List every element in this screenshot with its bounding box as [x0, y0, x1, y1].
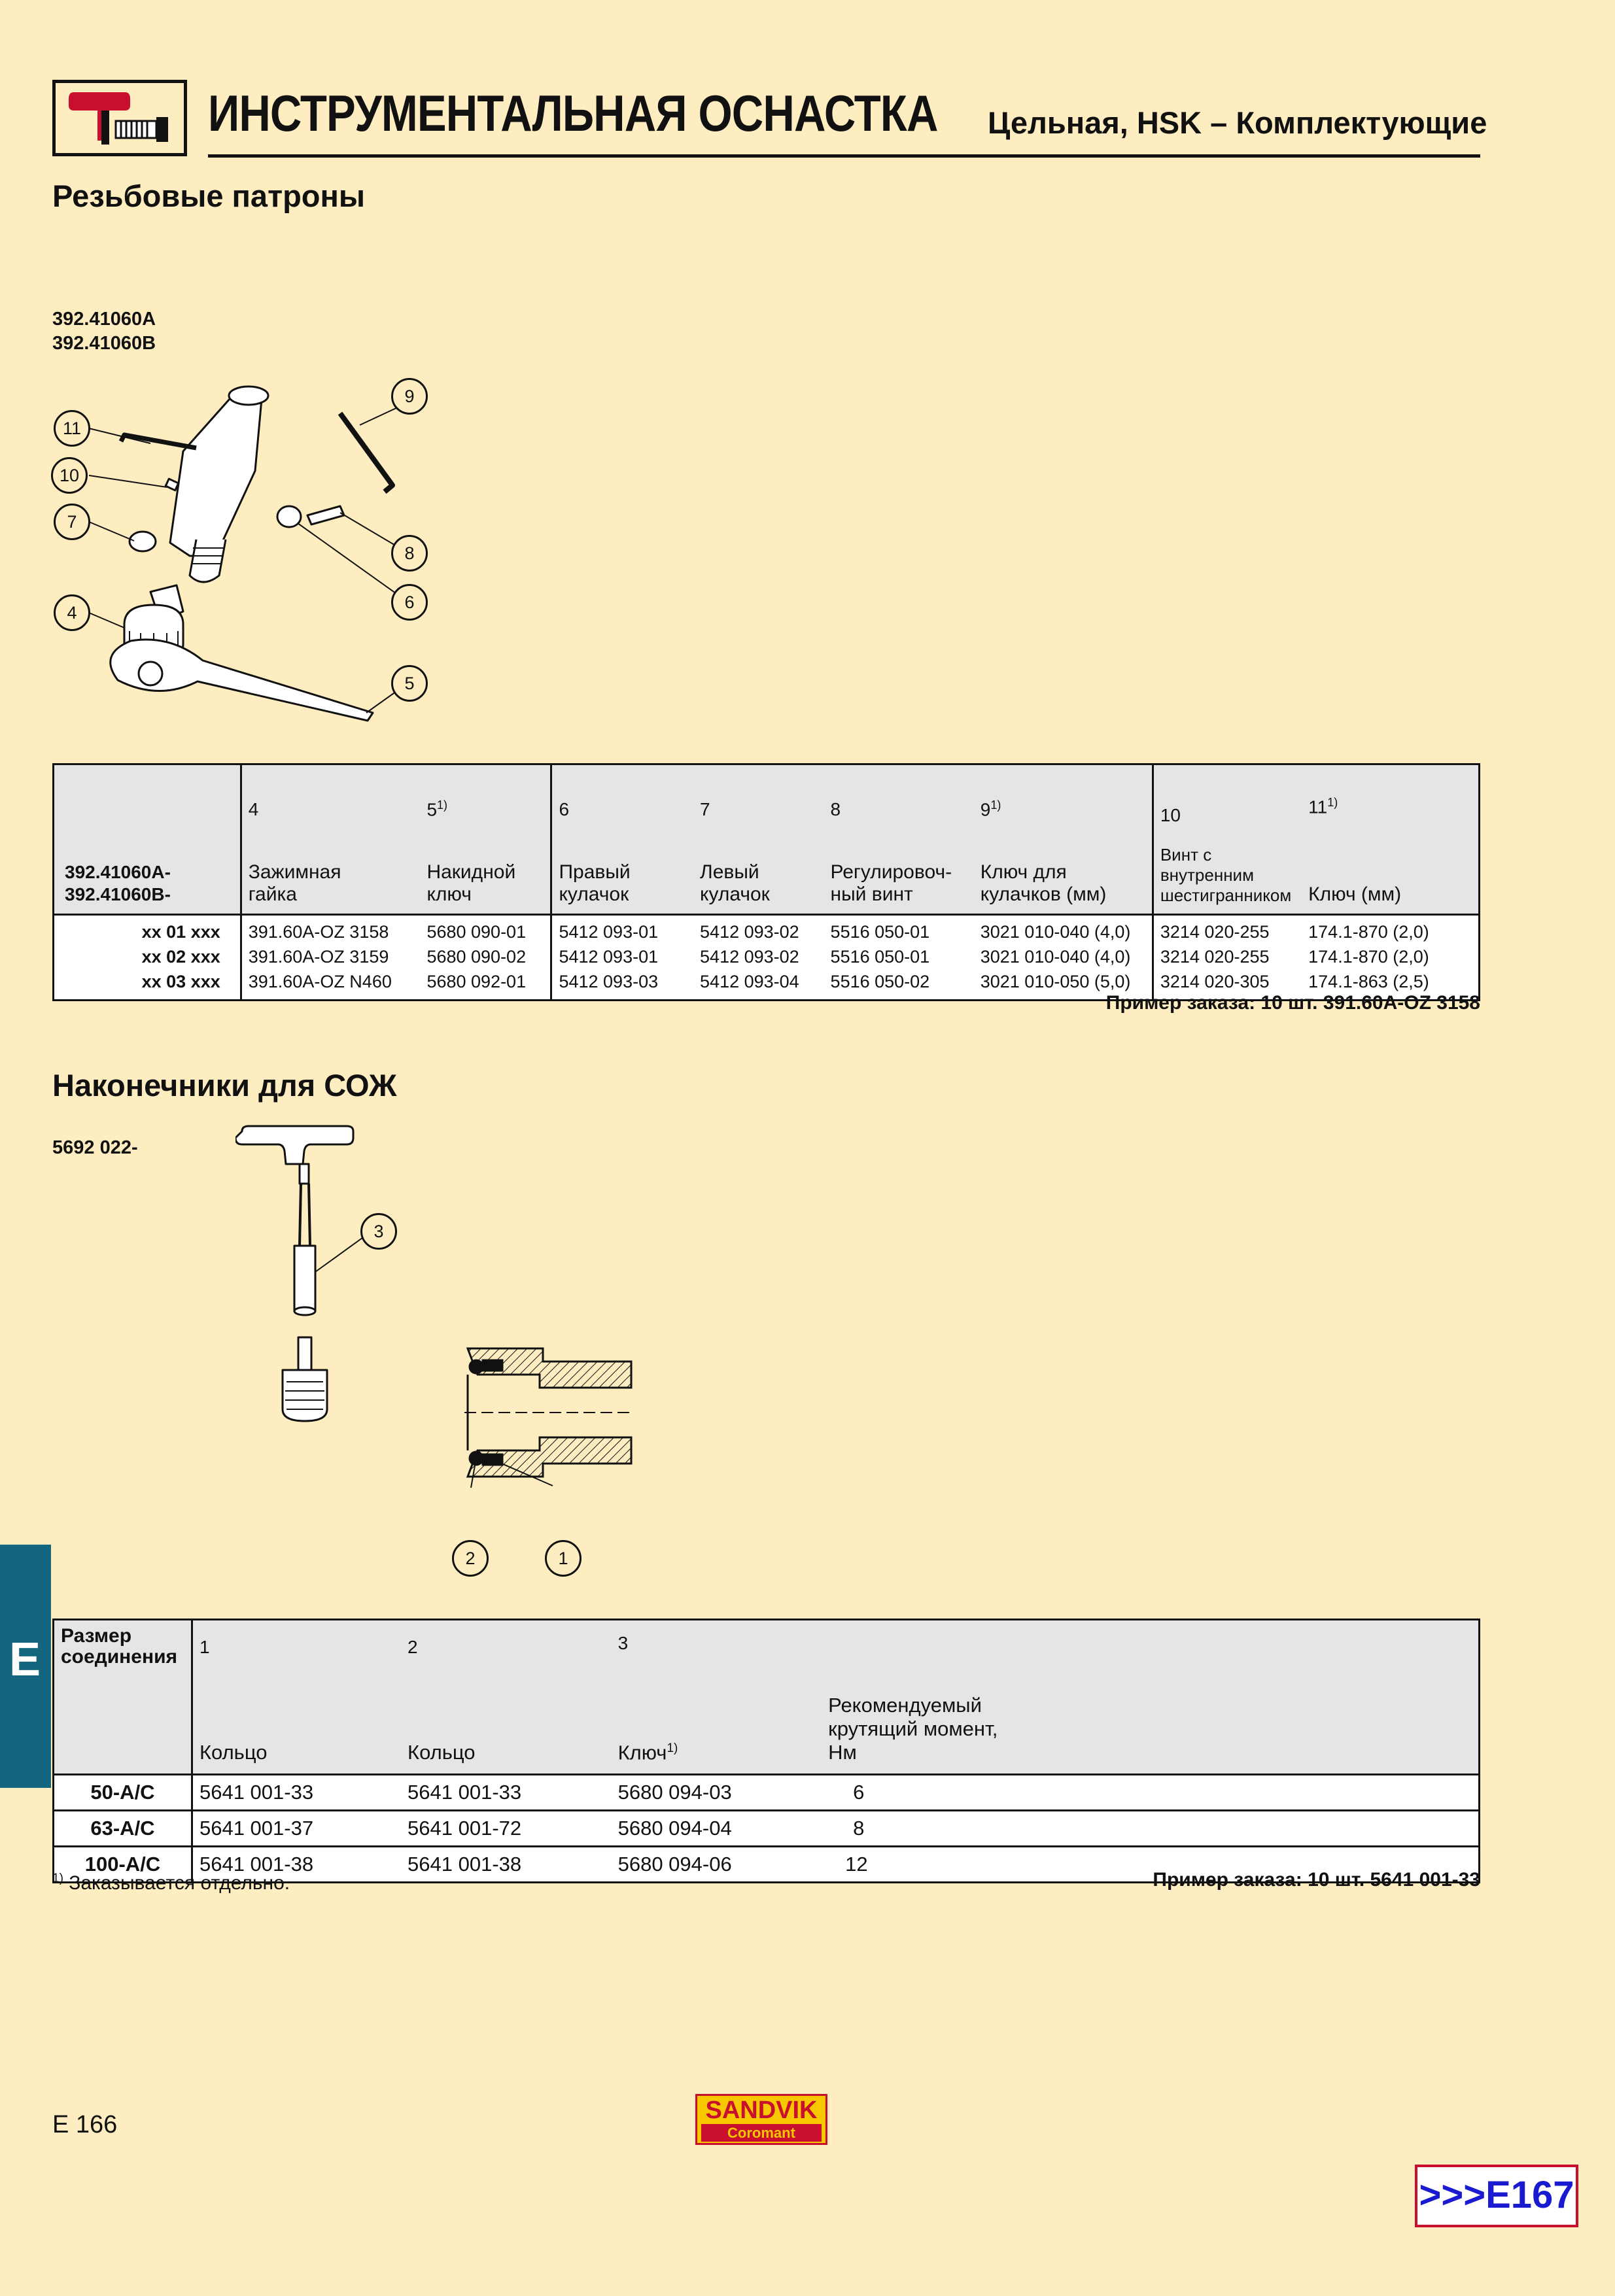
footnote-text: Заказывается отдельно.: [69, 1872, 290, 1894]
col-9-values: [974, 915, 1153, 1001]
torque-cell: 12: [822, 1847, 1479, 1883]
page-subtitle: Цельная, HSK – Комплектующие: [988, 105, 1487, 140]
chuck-parts-table: [52, 763, 1480, 1001]
col-number: 5: [426, 799, 438, 819]
table-row: [54, 1775, 1480, 1811]
table-cell: 391.60A-OZ N460: [248, 972, 392, 991]
col-label: Ключ (мм): [1308, 883, 1402, 905]
col-4-values: [241, 915, 420, 1001]
col-header-11: [1302, 764, 1465, 915]
section-tab[interactable]: [0, 1545, 51, 1788]
col-label: кулачков (мм): [980, 883, 1107, 905]
col-header-7: [693, 764, 824, 915]
table-cell: 391.60A-OZ 3158: [248, 922, 389, 942]
footnote-ref: 1): [1327, 795, 1338, 809]
table-cell: 3021 010-050 (5,0): [980, 972, 1131, 991]
header-divider: [208, 154, 1480, 158]
col-number: 11: [1308, 797, 1328, 817]
col-number: 6: [559, 799, 570, 819]
col-label: Винт с: [1160, 845, 1212, 865]
row-code: xx 03 xxx: [141, 972, 220, 991]
table-header-row: [54, 1620, 1480, 1775]
table-cell: 391.60A-OZ 3159: [248, 947, 389, 967]
table-cell: 5641 001-38: [192, 1847, 401, 1883]
callout-9: 9: [391, 378, 428, 415]
col-label: Накидной: [426, 861, 516, 883]
table-cell: 5641 001-33: [401, 1775, 612, 1811]
col-label: Нм: [828, 1741, 857, 1764]
table-cell: 3021 010-040 (4,0): [980, 947, 1131, 967]
col-label: кулачок: [700, 883, 770, 905]
table-cell: 5680 094-04: [612, 1811, 822, 1847]
col-header-3: [612, 1620, 822, 1775]
callout-10: 10: [51, 457, 88, 494]
col-header-size: Размер соединения: [54, 1620, 192, 1775]
section-logo: [52, 80, 187, 156]
col-label: Рекомендуемый: [828, 1694, 982, 1717]
table-cell: 174.1-863 (2,5): [1308, 972, 1429, 991]
table-cell: 5641 001-33: [192, 1775, 401, 1811]
page-title: ИНСТРУМЕНТАЛЬНАЯ ОСНАСТКА: [208, 84, 938, 142]
brand-subname: Coromant: [701, 2124, 822, 2142]
col-label: Правый: [559, 861, 631, 883]
col-label: Регулировоч-: [830, 861, 952, 883]
table-cell: 5412 093-02: [700, 922, 799, 942]
table-cell: 5412 093-03: [559, 972, 659, 991]
table-cell: 5412 093-01: [559, 922, 659, 942]
col-label: ный винт: [830, 883, 913, 905]
table-cell: 3214 020-305: [1160, 972, 1270, 991]
col-11-values: [1302, 915, 1465, 1001]
callout-11: 11: [54, 410, 90, 447]
col-header-2: [401, 1620, 612, 1775]
callout-7: 7: [54, 504, 90, 540]
coolant-nozzle-table: [52, 1619, 1480, 1883]
col-6-values: [551, 915, 693, 1001]
callout-4: 4: [54, 594, 90, 631]
col-number: 7: [700, 799, 710, 819]
row-code: xx 02 xxx: [141, 947, 220, 967]
col-5-values: [420, 915, 551, 1001]
col-number: 4: [248, 799, 259, 819]
row-header-line: 392.41060B-: [65, 884, 171, 904]
col-number: 3: [617, 1632, 629, 1653]
col-label: внутренним: [1160, 865, 1254, 885]
size-cell: 50-A/C: [54, 1775, 192, 1811]
col-header-torque: [822, 1620, 1479, 1775]
col-label: гайка: [248, 883, 297, 905]
table-body: [54, 915, 1480, 1001]
product-code: 5692 022-: [52, 1137, 138, 1158]
table-row: [54, 1811, 1480, 1847]
nozzle-section-drawing: [445, 1347, 634, 1498]
coolant-key-drawing: [235, 1122, 406, 1435]
col-header-8: [824, 764, 974, 915]
t-handle-screw-icon: [56, 83, 184, 153]
table-cell: 3021 010-040 (4,0): [980, 922, 1131, 942]
col-label: Кольцо: [408, 1741, 476, 1764]
col-header-10: [1153, 764, 1302, 915]
table-cell: 5680 094-03: [612, 1775, 822, 1811]
col-label: крутящий момент,: [828, 1717, 998, 1740]
table-cell: 5516 050-01: [830, 922, 930, 942]
col-header-6: [551, 764, 693, 915]
callout-8: 8: [391, 535, 428, 572]
col-number: 9: [980, 799, 991, 819]
row-header-cell: [54, 764, 241, 915]
col-10-values: [1153, 915, 1302, 1001]
table-cell: 174.1-870 (2,0): [1308, 922, 1429, 942]
table-cell: 5412 093-02: [700, 947, 799, 967]
page-number: E 166: [52, 2111, 118, 2138]
col-number: 1: [199, 1637, 210, 1657]
product-code: 392.41060B: [52, 333, 156, 354]
row-code-cell: [54, 915, 241, 1001]
col-7-values: [693, 915, 824, 1001]
table-cell: 3214 020-255: [1160, 922, 1270, 942]
col-header-4: [241, 764, 420, 915]
col-label: кулачок: [559, 883, 629, 905]
table-cell: 5641 001-37: [192, 1811, 401, 1847]
order-example-2: Пример заказа: 10 шт. 5641 001-33: [1153, 1869, 1480, 1891]
col-label: Ключ: [617, 1741, 667, 1764]
torque-cell: 6: [822, 1775, 1479, 1811]
col-label: Кольцо: [199, 1741, 268, 1764]
torque-cell: 8: [822, 1811, 1479, 1847]
callout-2: 2: [452, 1540, 489, 1577]
col-number: 2: [408, 1637, 418, 1657]
chuck-exploded-drawing: [52, 373, 445, 745]
col-label: ключ: [426, 883, 472, 905]
size-cell: 100-A/C: [54, 1847, 192, 1883]
callout-6: 6: [391, 584, 428, 621]
table-cell: 5641 001-72: [401, 1811, 612, 1847]
table-cell: 5516 050-02: [830, 972, 930, 991]
order-example-1: Пример заказа: 10 шт. 391.60A-OZ 3158: [1105, 992, 1480, 1014]
size-cell: 63-A/C: [54, 1811, 192, 1847]
callout-1: 1: [545, 1540, 582, 1577]
col-header-5: [420, 764, 551, 915]
row-code: xx 01 xxx: [141, 922, 220, 942]
col-header-9: [974, 764, 1153, 915]
table-cell: 3214 020-255: [1160, 947, 1270, 967]
col-header-1: [192, 1620, 401, 1775]
col-label: Левый: [700, 861, 759, 883]
table-header-row: [54, 764, 1480, 915]
footnote: [52, 1872, 290, 1894]
table-cell: 5516 050-01: [830, 947, 930, 967]
product-code: 392.41060A: [52, 309, 156, 330]
col-8-values: [824, 915, 974, 1001]
product-codes: [52, 307, 156, 356]
table-cell: 5680 092-01: [426, 972, 527, 991]
col-number: 10: [1160, 805, 1181, 825]
col-label: шестигранником: [1160, 885, 1292, 905]
table-cell: 5641 001-38: [401, 1847, 612, 1883]
spacer-cell: [1465, 915, 1480, 1001]
brand-name: SANDVIK: [705, 2097, 818, 2124]
col-label: Ключ для: [980, 861, 1067, 883]
col-number: 8: [830, 799, 841, 819]
table-cell: 5680 090-01: [426, 922, 527, 942]
table-cell: 5412 093-01: [559, 947, 659, 967]
sandvik-logo: [695, 2094, 827, 2145]
table-cell: 5680 094-06: [612, 1847, 822, 1883]
next-page-link[interactable]: >>>E167: [1415, 2165, 1578, 2227]
col-label: Зажимная: [248, 861, 341, 883]
footnote-ref: 1): [667, 1741, 678, 1755]
section-heading-threaded-chucks: Резьбовые патроны: [52, 179, 366, 213]
footnote-ref: 1): [437, 798, 448, 812]
footnote-ref: 1): [990, 798, 1001, 812]
section-heading-coolant-nozzles: Наконечники для СОЖ: [52, 1068, 397, 1103]
footnote-mark: 1): [52, 1872, 63, 1885]
callout-3: 3: [360, 1213, 397, 1250]
table-cell: 5680 090-02: [426, 947, 527, 967]
spacer-cell: [1465, 764, 1480, 915]
callout-5: 5: [391, 665, 428, 702]
row-header-line: 392.41060A-: [65, 862, 171, 882]
section-tab-label: E: [9, 1634, 41, 1686]
table-cell: 174.1-870 (2,0): [1308, 947, 1429, 967]
table-cell: 5412 093-04: [700, 972, 799, 991]
